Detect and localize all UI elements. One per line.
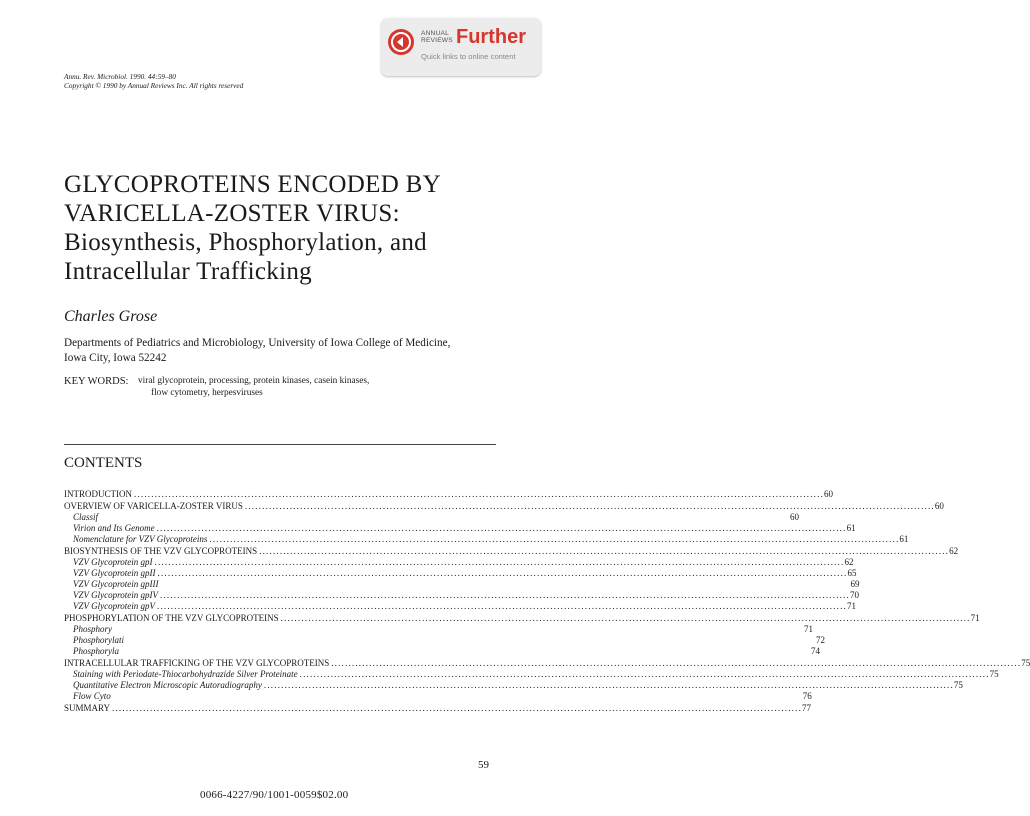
toc-label: INTRODUCTION	[64, 489, 132, 499]
toc-page: 60	[824, 489, 833, 499]
toc-page: 71	[847, 601, 856, 611]
toc-entry-nomenclature[interactable]	[73, 533, 909, 545]
toc-page: 62	[844, 557, 854, 567]
further-badge[interactable]	[381, 18, 541, 76]
title-line-4: Intracellular Trafficking	[64, 258, 312, 285]
toc-entry-introduction[interactable]	[64, 488, 833, 500]
toc-leader: ........................................................................................................................................................................................................	[112, 703, 803, 713]
toc-page: 75	[953, 680, 963, 690]
contents-heading: CONTENTS	[64, 455, 143, 471]
toc-leader: ........................................................................................................................................................................................................	[154, 557, 845, 567]
citation-line-1: Annu. Rev. Microbiol. 1990. 44:59–80	[64, 72, 176, 81]
keywords-line-1: viral glycoprotein, processing, protein kinases, casein kinases,	[138, 376, 370, 386]
toc-page: 75	[1021, 658, 1030, 668]
toc-label: VZV Glycoprotein gpIII	[73, 579, 159, 589]
price-line: 0066-4227/90/1001-0059$02.00	[200, 789, 349, 801]
toc-leader: ........................................................................................................................................................................................................	[157, 601, 847, 611]
toc-label: Phosphorylati	[73, 635, 124, 645]
toc-page: 72	[816, 635, 825, 645]
author-name: Charles Grose	[64, 308, 158, 325]
toc-leader: ........................................................................................................................................................................................................	[259, 546, 950, 556]
toc-label: Nomenclature for VZV Glycoproteins	[73, 534, 208, 544]
toc-page: 60	[934, 501, 944, 511]
toc-label: SUMMARY	[64, 703, 111, 713]
toc-page: 76	[802, 691, 812, 701]
toc-entry-gpv[interactable]	[73, 600, 856, 612]
toc-page: 71	[804, 624, 813, 634]
affiliation-line-2: Iowa City, Iowa 52242	[64, 352, 167, 364]
toc-label: Classif	[73, 512, 99, 522]
toc-page: 69	[850, 579, 860, 589]
toc-label: INTRACELLULAR TRAFFICKING OF THE VZV GLYCOPROTEINS	[64, 658, 330, 668]
play-icon	[388, 29, 414, 55]
page-number: 59	[478, 759, 489, 771]
toc-page: 77	[802, 703, 812, 713]
toc-label: OVERVIEW OF VARICELLA-ZOSTER VIRUS	[64, 501, 243, 511]
toc-page: 61	[899, 534, 909, 544]
toc-label: Staining with Periodate-Thiocarbohydrazide Silver Proteinate	[73, 669, 298, 679]
annual-reviews-logo-text	[421, 30, 453, 44]
reviews-text: REVIEWS	[421, 37, 453, 44]
toc-label: VZV Glycoprotein gpI	[73, 557, 153, 567]
toc-leader: ........................................................................................................................................................................................................	[331, 658, 1022, 668]
toc-leader: ........................................................................................................................................................................................................	[244, 501, 935, 511]
toc-label: PHOSPHORYLATION OF THE VZV GLYCOPROTEINS	[64, 613, 279, 623]
toc-page: 60	[790, 512, 800, 522]
affiliation-line-1: Departments of Pediatrics and Microbiology, University of Iowa College of Medicine,	[64, 337, 451, 349]
keywords-label: KEY WORDS:	[64, 376, 129, 387]
keywords-line-2: flow cytometry, herpesviruses	[151, 388, 263, 398]
title-line-2: VARICELLA-ZOSTER VIRUS:	[64, 200, 400, 227]
citation-line-2: Copyright © 1990 by Annual Reviews Inc. All rights reserved	[64, 81, 244, 90]
toc-page: 61	[846, 523, 856, 533]
toc-page: 62	[949, 546, 959, 556]
toc-label: Phosphory	[73, 624, 112, 634]
toc-page: 65	[847, 568, 857, 578]
toc-label: VZV Glycoprotein gpIV	[73, 590, 158, 600]
toc-entry-flow-cyto[interactable]	[73, 690, 812, 702]
section-divider	[64, 444, 496, 445]
toc-page: 70	[850, 590, 859, 600]
toc-leader: ........................................................................................................................................................................................................	[263, 680, 954, 690]
toc-leader: ........................................................................................................................................................................................................	[209, 534, 900, 544]
title-line-3: Biosynthesis, Phosphorylation, and	[64, 229, 427, 256]
toc-leader: ........................................................................................................................................................................................................	[299, 669, 990, 679]
toc-label: Flow Cyto	[73, 691, 111, 701]
toc-label: Phosphoryla	[73, 646, 119, 656]
further-logo: Further	[456, 26, 526, 48]
toc-page: 71	[970, 613, 980, 623]
toc-leader: ........................................................................................................................................................................................................	[280, 613, 971, 623]
toc-label: Virion and Its Genome	[73, 523, 155, 533]
toc-label: BIOSYNTHESIS OF THE VZV GLYCOPROTEINS	[64, 546, 258, 556]
title-line-1: GLYCOPROTEINS ENCODED BY	[64, 171, 441, 198]
toc-label: VZV Glycoprotein gpV	[73, 601, 155, 611]
toc-label: Quantitative Electron Microscopic Autoradiography	[73, 680, 262, 690]
further-tagline: Quick links to online content	[421, 52, 516, 61]
toc-label: VZV Glycoprotein gpII	[73, 568, 156, 578]
toc-entry-summary[interactable]	[64, 702, 812, 714]
toc-leader: ........................................................................................................................................................................................................	[134, 489, 824, 499]
toc-page: 74	[811, 646, 820, 656]
toc-page: 75	[989, 669, 999, 679]
toc-leader: ........................................................................................................................................................................................................	[156, 523, 847, 533]
toc-entry-phosphoryla[interactable]	[73, 645, 820, 657]
annual-text: ANNUAL	[421, 30, 449, 37]
toc-leader: ........................................................................................................................................................................................................	[157, 568, 848, 578]
toc-leader: ........................................................................................................................................................................................................	[160, 590, 850, 600]
